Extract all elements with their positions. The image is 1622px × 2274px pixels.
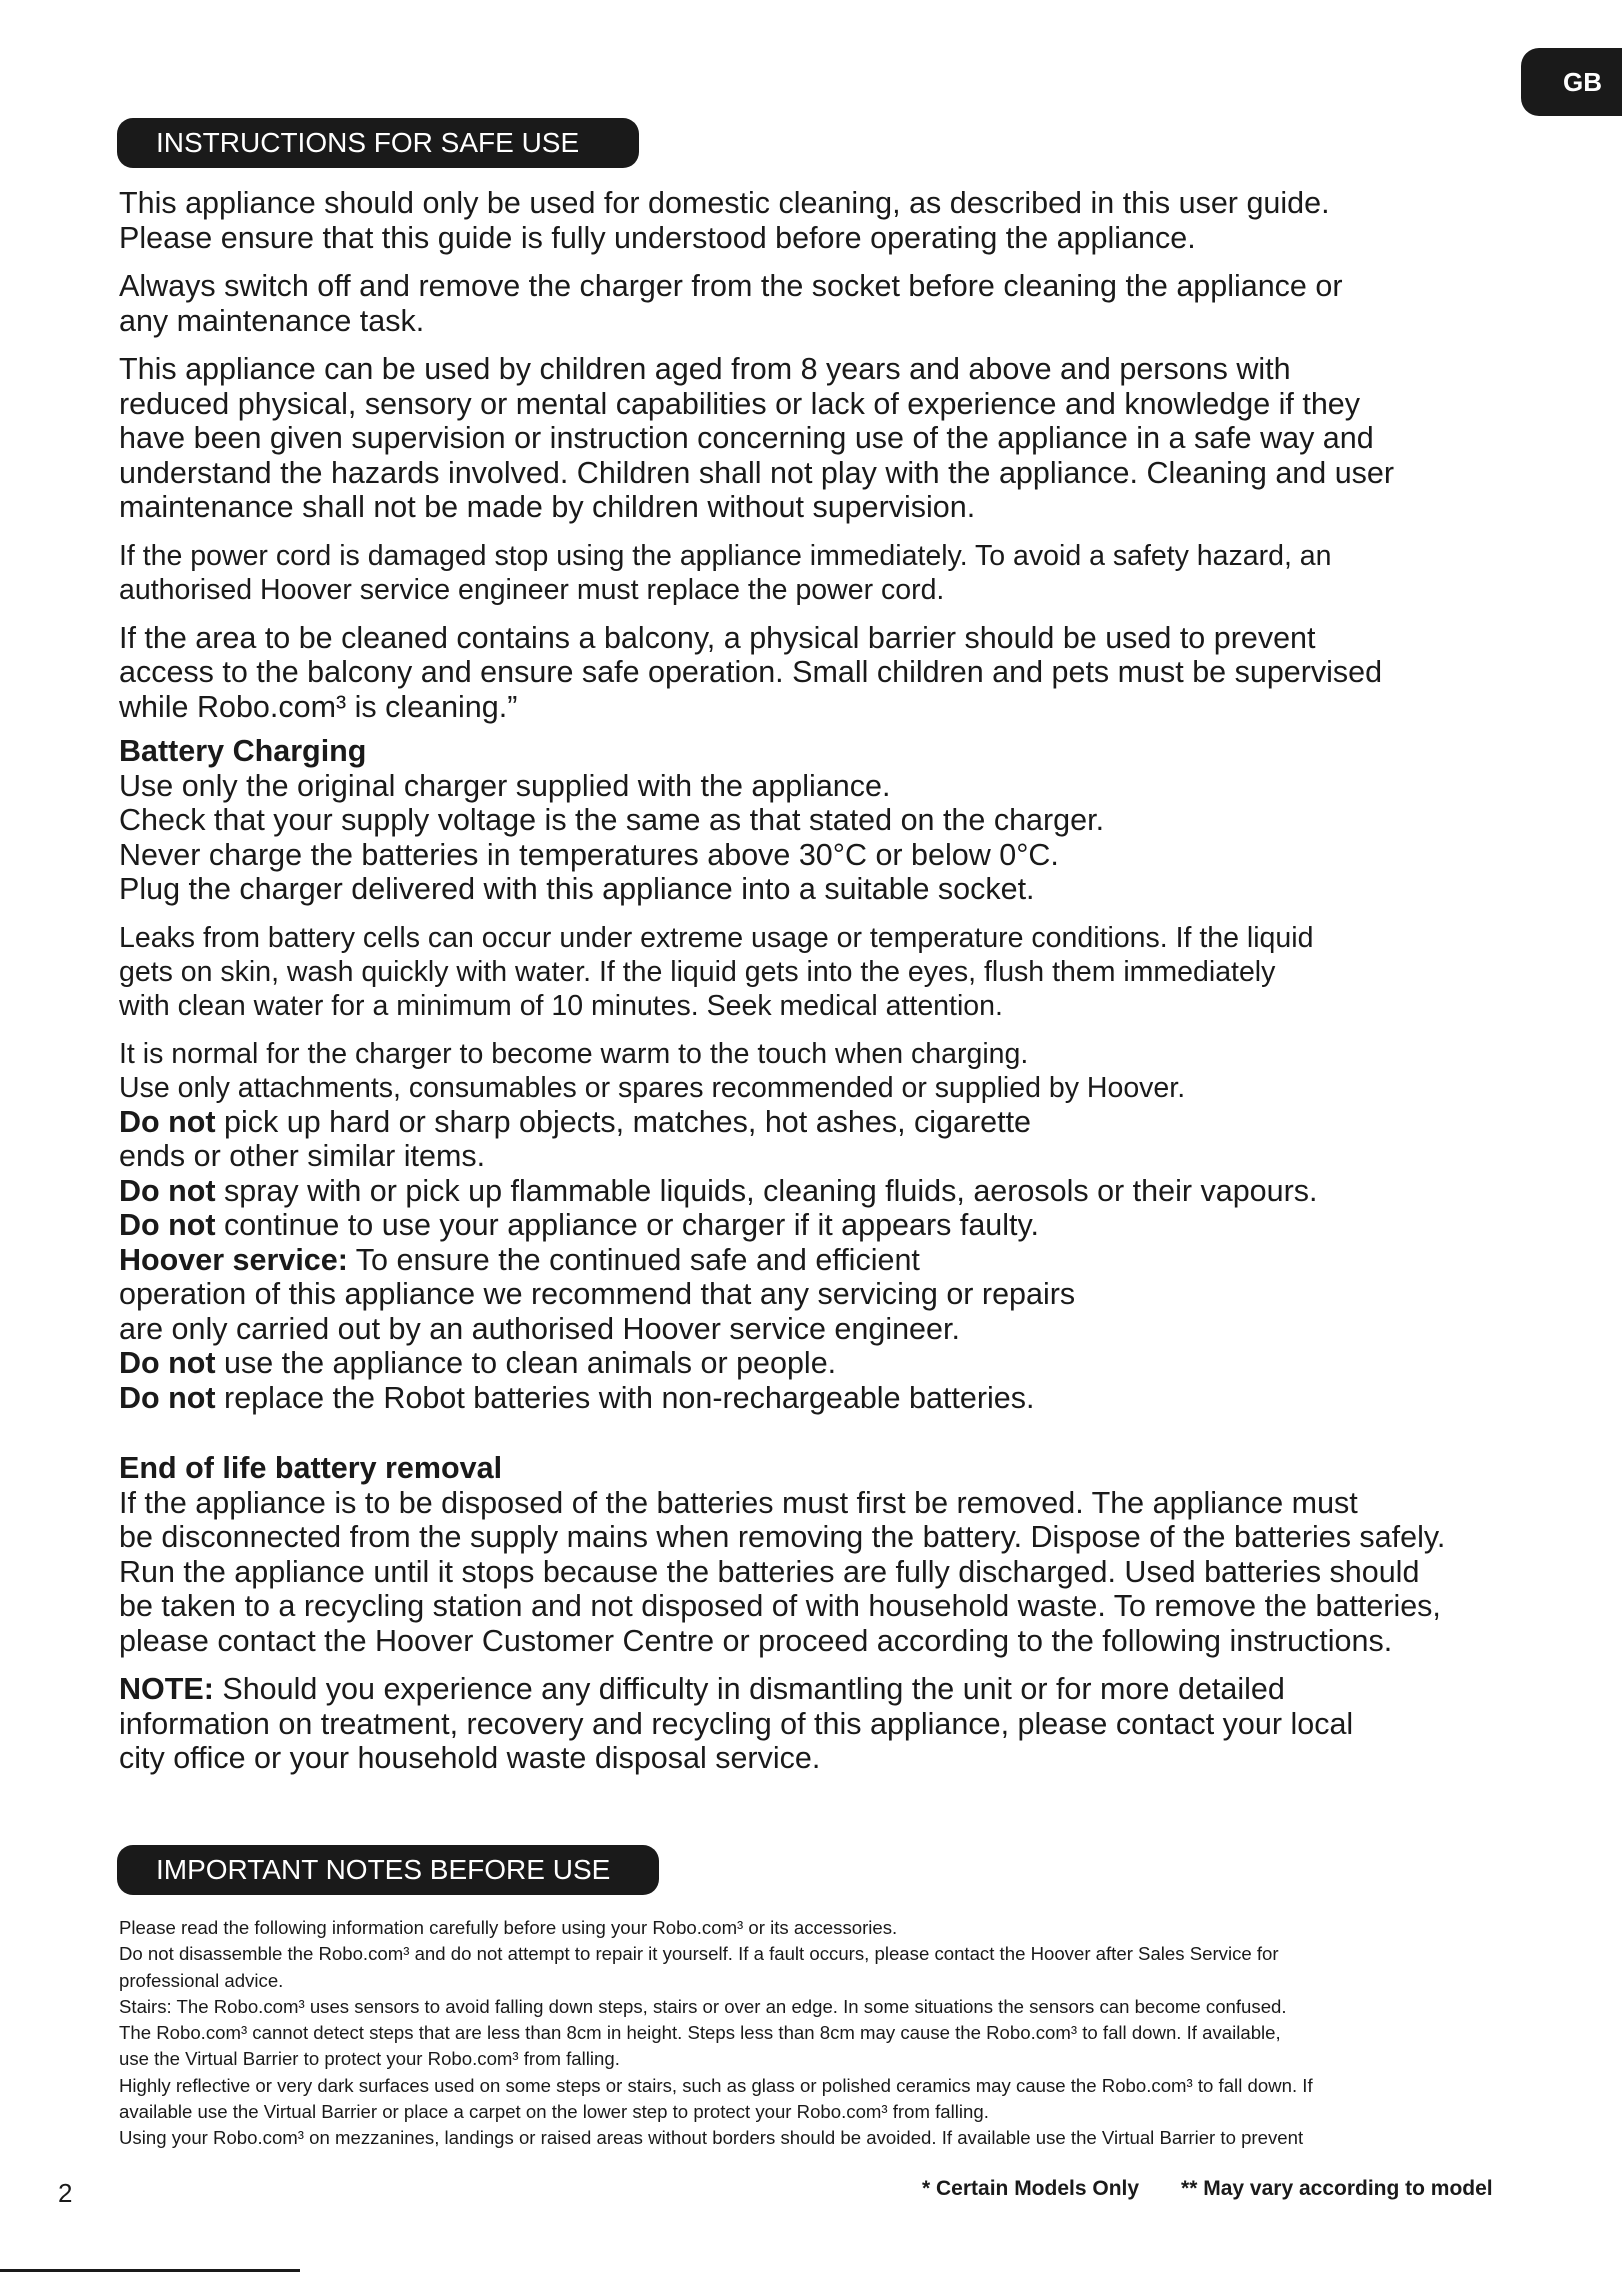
battery-charging-list: Use only the original charger supplied with the appliance. Check that your supply voltage is the same as that stated on the charger. Never charge the batteries in temperatures above 30°C or below 0°C. Plug the charger delivered with this appliance into a suitable socket. — [119, 768, 1105, 906]
battery-charging-heading: Battery Charging — [119, 734, 367, 768]
paragraph-charger-warm: It is normal for the charger to become warm to the touch when charging. Use only attachments, consumables or spares recommended or supplied by Hoover. — [119, 1037, 1186, 1104]
footnotes — [922, 2177, 1493, 2201]
do-not-list: Do not pick up hard or sharp objects, matches, hot ashes, cigarette ends or other similar items. Do not spray with or pick up flammable liquids, cleaning fluids, aerosols or their vapours. Do not continue to use your appliance or charger if it appears faulty. Hoover service: To ensure the continued safe and efficient operation of this appliance we recommend that any servicing or repairs are only carried out by an authorised Hoover service engineer. Do not use the appliance to clean animals or people. Do not replace the Robot batteries with non-rechargeable batteries. — [119, 1104, 1318, 1415]
section-header-important-notes: IMPORTANT NOTES BEFORE USE — [117, 1845, 659, 1895]
note-line: Do not disassemble the Robo.com³ and do not attempt to repair it yourself. If a fault occurs, please contact the Hoover after Sales Service for — [119, 1943, 1279, 1965]
note-line: Highly reflective or very dark surfaces used on some steps or stairs, such as glass or polished ceramics may cause the Robo.com³ to fall down. If — [119, 2074, 1313, 2096]
note-line: professional advice. — [119, 1969, 284, 1991]
footnote-certain-models: * Certain Models Only — [922, 2177, 1140, 2200]
important-notes-content — [119, 1915, 1509, 2152]
page-number: 2 — [58, 2178, 73, 2208]
note-line: Stairs: The Robo.com³ uses sensors to avoid falling down steps, stairs or over an edge. In some situations the sensors can become confused. — [119, 1995, 1287, 2017]
language-tab: GB — [1521, 48, 1622, 116]
paragraph-leaks: Leaks from battery cells can occur under extreme usage or temperature conditions. If the liquid gets on skin, wash quickly with water. If the liquid gets into the eyes, flush them immediately with clean water for a minimum of 10 minutes. Seek medical attention. — [119, 921, 1314, 1022]
section-header-safe-use: INSTRUCTIONS FOR SAFE USE — [117, 118, 639, 168]
paragraph-children: This appliance can be used by children aged from 8 years and above and persons with reduced physical, sensory or mental capabilities or lack of experience and knowledge if they have been given supervision or instruction concerning use of the appliance in a safe way and understand the hazards involved. Children shall not play with the appliance. Cleaning and user maintenance shall not be made by children without supervision. — [119, 352, 1395, 524]
note-line: available use the Virtual Barrier or place a carpet on the lower step to protect your Robo.com³ from falling. — [119, 2101, 989, 2123]
safe-use-content — [119, 186, 1519, 1776]
end-of-life-heading: End of life battery removal — [119, 1451, 503, 1485]
paragraph-end-of-life: If the appliance is to be disposed of the batteries must first be removed. The appliance must be disconnected from the supply mains when removing the battery. Dispose of the batteries safely. Run the appliance until it stops because the batteries are fully discharged. Used batteries should be taken to a recycling station and not disposed of with household waste. To remove the batteries, please contact the Hoover Customer Centre or proceed according to the following instructions. — [119, 1485, 1446, 1658]
paragraph-balcony: If the area to be cleaned contains a balcony, a physical barrier should be used to prevent access to the balcony and ensure safe operation. Small children and pets must be supervised while Robo.com³ is cleaning.” — [119, 620, 1383, 724]
bottom-rule — [0, 2269, 300, 2272]
note-line: The Robo.com³ cannot detect steps that are less than 8cm in height. Steps less than 8cm may cause the Robo.com³ to fall down. If available, — [119, 2022, 1281, 2044]
paragraph-switch-off: Always switch off and remove the charger from the socket before cleaning the appliance or any maintenance task. — [119, 269, 1343, 338]
note-line: Using your Robo.com³ on mezzanines, landings or raised areas without borders should be avoided. If available use the Virtual Barrier to prevent — [119, 2127, 1304, 2149]
paragraph-power-cord: If the power cord is damaged stop using the appliance immediately. To avoid a safety hazard, an authorised Hoover service engineer must replace the power cord. — [119, 539, 1332, 606]
note-line: Please read the following information carefully before using your Robo.com³ or its accessories. — [119, 1917, 898, 1938]
note-line: use the Virtual Barrier to protect your Robo.com³ from falling. — [119, 2048, 620, 2070]
paragraph-domestic-use: This appliance should only be used for domestic cleaning, as described in this user guide. Please ensure that this guide is fully understood before operating the appliance. — [119, 186, 1330, 255]
footnote-may-vary: ** May vary according to model — [1181, 2177, 1493, 2200]
paragraph-note: NOTE: Should you experience any difficulty in dismantling the unit or for more detailed information on treatment, recovery and recycling of this appliance, please contact your local city office or your household waste disposal service. — [119, 1672, 1354, 1775]
